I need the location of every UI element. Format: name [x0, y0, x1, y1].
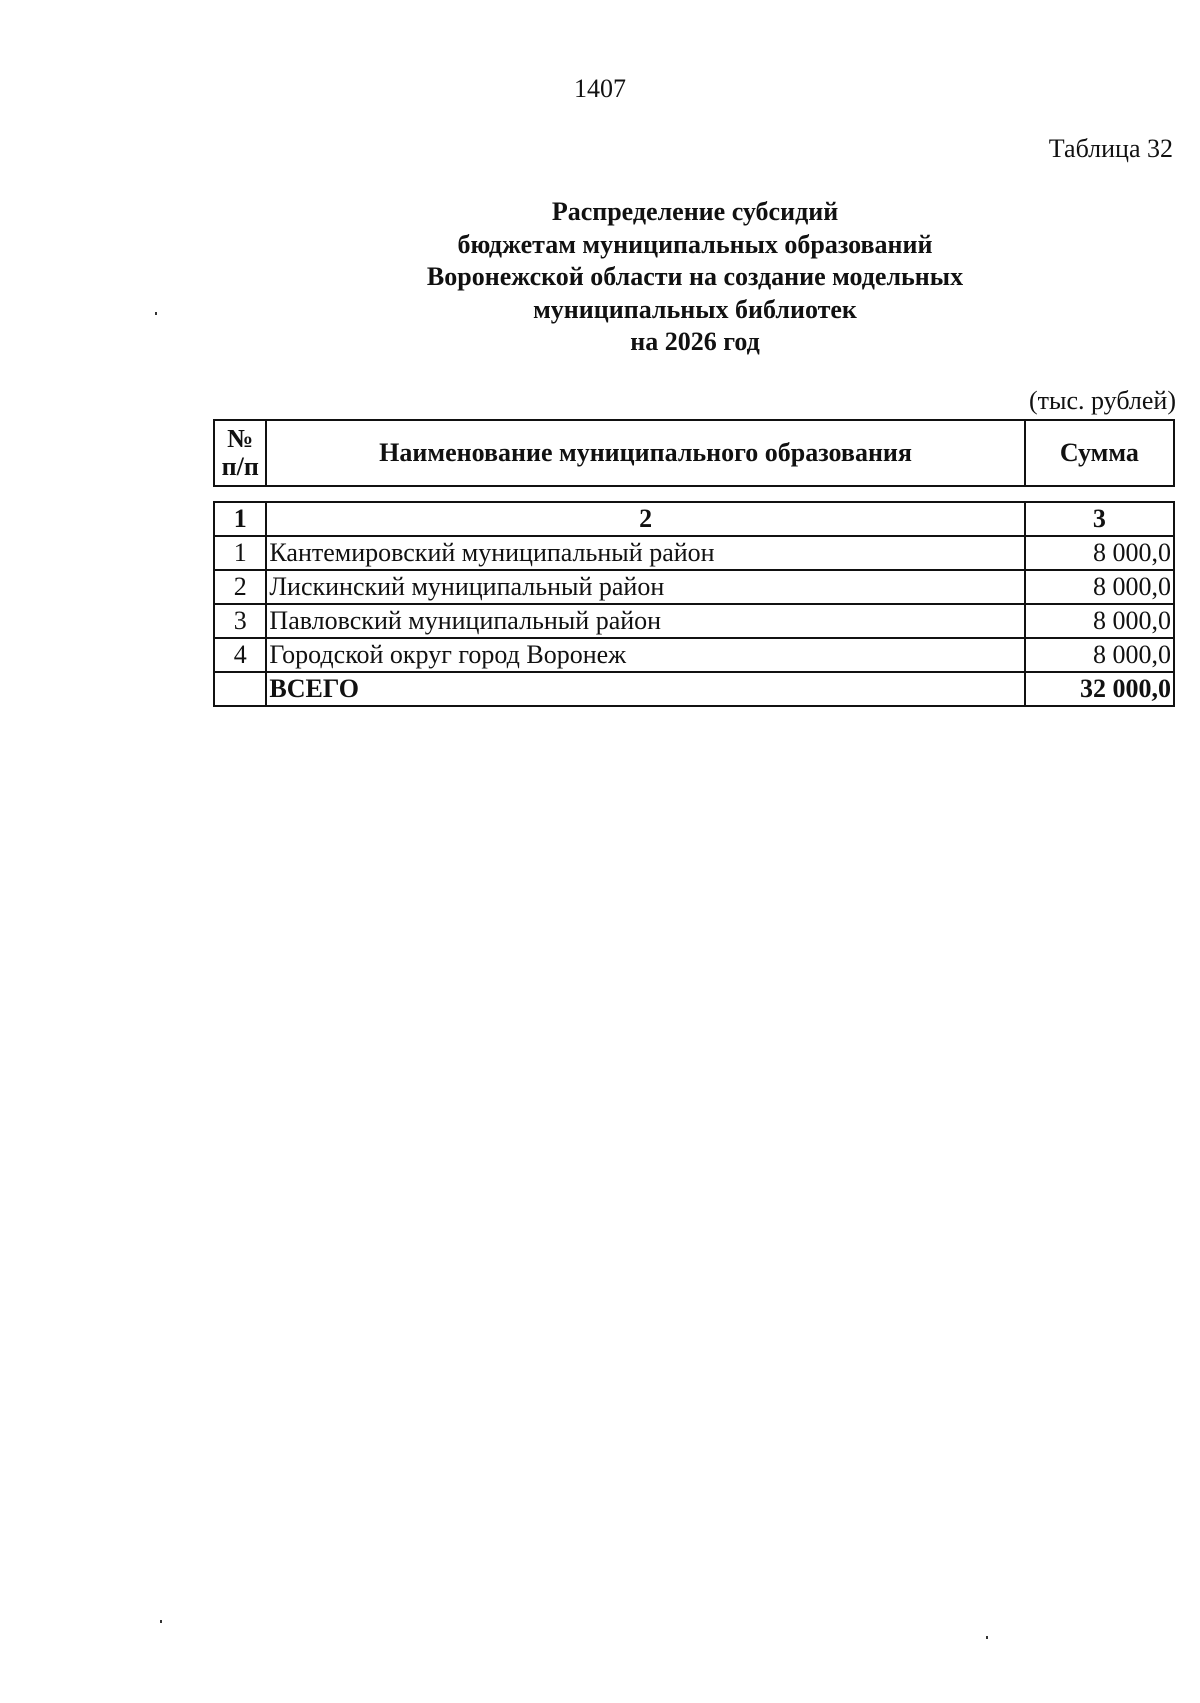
row-sum: 8 000,0 [1025, 536, 1174, 570]
column-number: 3 [1025, 502, 1174, 536]
title-line: муниципальных библиотек [533, 294, 857, 324]
document-title [215, 196, 1175, 359]
page-number: 1407 [574, 74, 626, 103]
table-header [213, 419, 1175, 487]
header-row [214, 420, 1174, 486]
column-number-row [214, 502, 1174, 536]
table-row [214, 604, 1174, 638]
column-number: 1 [214, 502, 266, 536]
table-id: Таблица 32 [1048, 134, 1173, 163]
row-num: 1 [214, 536, 266, 570]
row-sum: 8 000,0 [1025, 570, 1174, 604]
total-num-cell [214, 672, 266, 706]
header-name: Наименование муниципального образования [266, 420, 1024, 486]
row-name: Лискинский муниципальный район [266, 570, 1024, 604]
total-label: ВСЕГО [266, 672, 1024, 706]
title-line: на 2026 год [630, 327, 760, 356]
title-line: Воронежской области на создание модельных [426, 262, 964, 291]
row-sum: 8 000,0 [1025, 638, 1174, 672]
title-line: Распределение субсидий [551, 197, 839, 226]
scan-speck [986, 1636, 988, 1639]
row-name: Городской округ город Воронеж [266, 638, 1024, 672]
row-num: 4 [214, 638, 266, 672]
row-name: Павловский муниципальный район [266, 604, 1024, 638]
table-row [214, 638, 1174, 672]
scan-speck [160, 1620, 162, 1623]
table-row [214, 536, 1174, 570]
row-name: Кантемировский муниципальный район [266, 536, 1024, 570]
column-number: 2 [266, 502, 1024, 536]
total-row [214, 672, 1174, 706]
header-sum: Сумма [1025, 420, 1174, 486]
row-num: 3 [214, 604, 266, 638]
row-sum: 8 000,0 [1025, 604, 1174, 638]
units-label: (тыс. рублей) [1028, 386, 1176, 415]
table-row [214, 570, 1174, 604]
data-table [213, 501, 1175, 707]
scan-speck [155, 312, 157, 315]
title-line: бюджетам муниципальных образований [457, 229, 933, 259]
total-sum: 32 000,0 [1025, 672, 1174, 706]
header-num: № п/п [214, 420, 266, 486]
row-num: 2 [214, 570, 266, 604]
